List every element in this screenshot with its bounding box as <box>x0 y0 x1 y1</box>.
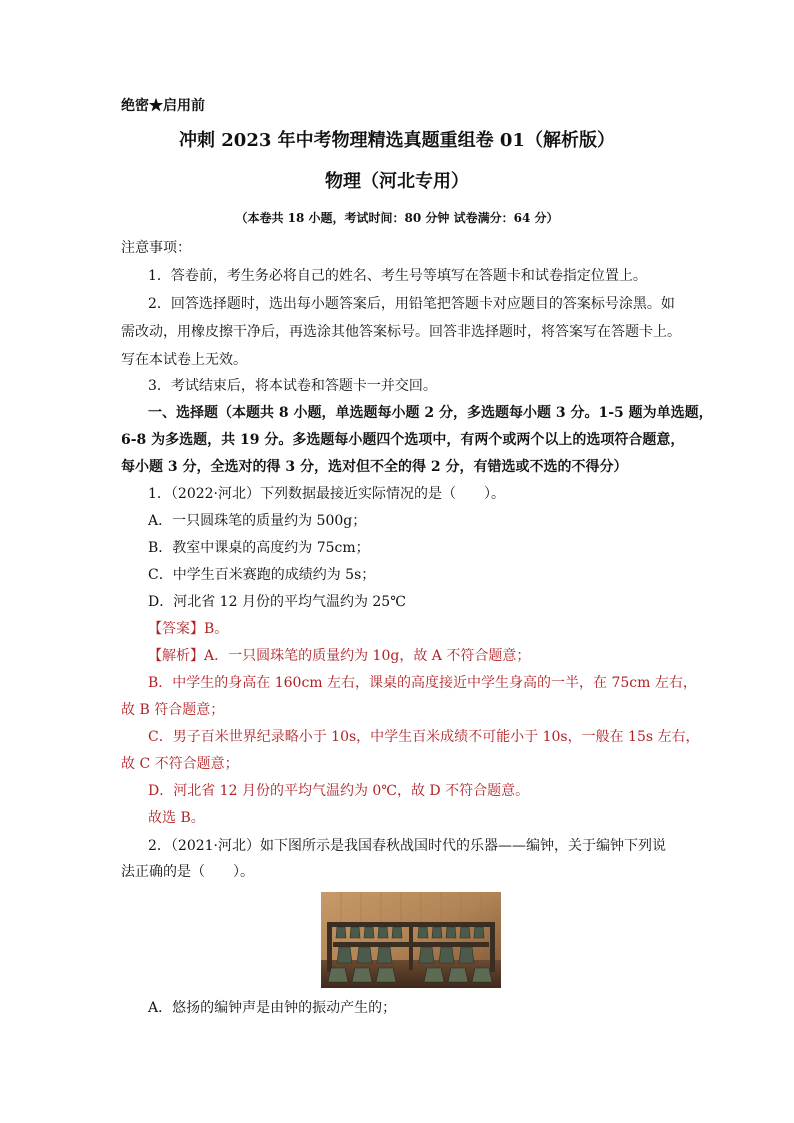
question-1-conclusion: 故选 B。 <box>148 810 205 826</box>
question-1-option-d: D．河北省 12 月份的平均气温约为 25℃ <box>148 594 406 610</box>
question-2-stem-line-2: 法正确的是（ ）。 <box>121 864 254 880</box>
notice-item-3: 3．考试结束后，将本试卷和答题卡一并交回。 <box>148 378 437 394</box>
section-heading-line-2: 6-8 为多选题，共 19 分。多选题每小题四个选项中，有两个或两个以上的选项符合题意， <box>121 432 685 448</box>
exam-title: 冲刺 2023 年中考物理精选真题重组卷 01（解析版） <box>179 130 615 151</box>
question-1-answer: 【答案】B。 <box>148 621 229 637</box>
notice-item-2-line-2: 需改动，用橡皮擦干净后，再选涂其他答案标号。回答非选择题时，将答案写在答题卡上。 <box>121 324 681 340</box>
bianzhong-photo <box>321 892 501 988</box>
question-1-option-b: B．教室中课桌的高度约为 75cm； <box>148 540 370 556</box>
notice-heading: 注意事项： <box>121 240 191 256</box>
bianzhong-illustration <box>321 892 501 988</box>
notice-item-2-line-3: 写在本试卷上无效。 <box>121 352 247 368</box>
question-1-option-c: C．中学生百米赛跑的成绩约为 5s； <box>148 567 376 583</box>
question-1-option-a: A．一只圆珠笔的质量约为 500g； <box>148 513 367 529</box>
notice-item-1: 1．答卷前，考生务必将自己的姓名、考生号等填写在答题卡和试卷指定位置上。 <box>148 268 647 284</box>
question-1-analysis-d: D．河北省 12 月份的平均气温约为 0℃，故 D 不符合题意。 <box>148 783 530 799</box>
exam-subtitle: 物理（河北专用） <box>325 171 469 192</box>
exam-info: （本卷共 18 小题，考试时间：80 分钟 试卷满分：64 分） <box>235 211 559 225</box>
question-1-analysis-b-line-1: B．中学生的身高在 160cm 左右，课桌的高度接近中学生身高的一半，在 75cm 左右， <box>148 675 697 691</box>
question-1-analysis-a <box>148 646 530 666</box>
section-heading-line-3: 每小题 3 分，全选对的得 3 分，选对但不全的得 2 分，有错选或不选的不得分） <box>121 459 628 475</box>
question-1-analysis-c-line-2: 故 C 不符合题意； <box>121 756 239 772</box>
question-2-stem-line-1: 2．（2021·河北）如下图所示是我国春秋战国时代的乐器——编钟，关于编钟下列说 <box>148 838 666 854</box>
analysis-a-text: A．一只圆珠笔的质量约为 10g，故 A 不符合题意； <box>204 648 531 664</box>
question-1-analysis-c-line-1: C．男子百米世界纪录略小于 10s，中学生百米成绩不可能小于 10s，一般在 15s 左右， <box>148 729 700 745</box>
secret-label: 绝密★启用前 <box>121 98 205 114</box>
question-1-stem: 1．（2022·河北）下列数据最接近实际情况的是（ ）。 <box>148 486 505 502</box>
question-1-analysis-b-line-2: 故 B 符合题意； <box>121 702 225 718</box>
section-heading-line-1: 一、选择题（本题共 8 小题，单选题每小题 2 分，多选题每小题 3 分。1-5 题为单选题， <box>148 405 713 421</box>
analysis-label: 【解析】 <box>148 648 204 664</box>
notice-item-2-line-1: 2．回答选择题时，选出每小题答案后，用铅笔把答题卡对应题目的答案标号涂黑。如 <box>148 296 675 312</box>
question-2-option-a: A．悠扬的编钟声是由钟的振动产生的； <box>148 1000 397 1016</box>
